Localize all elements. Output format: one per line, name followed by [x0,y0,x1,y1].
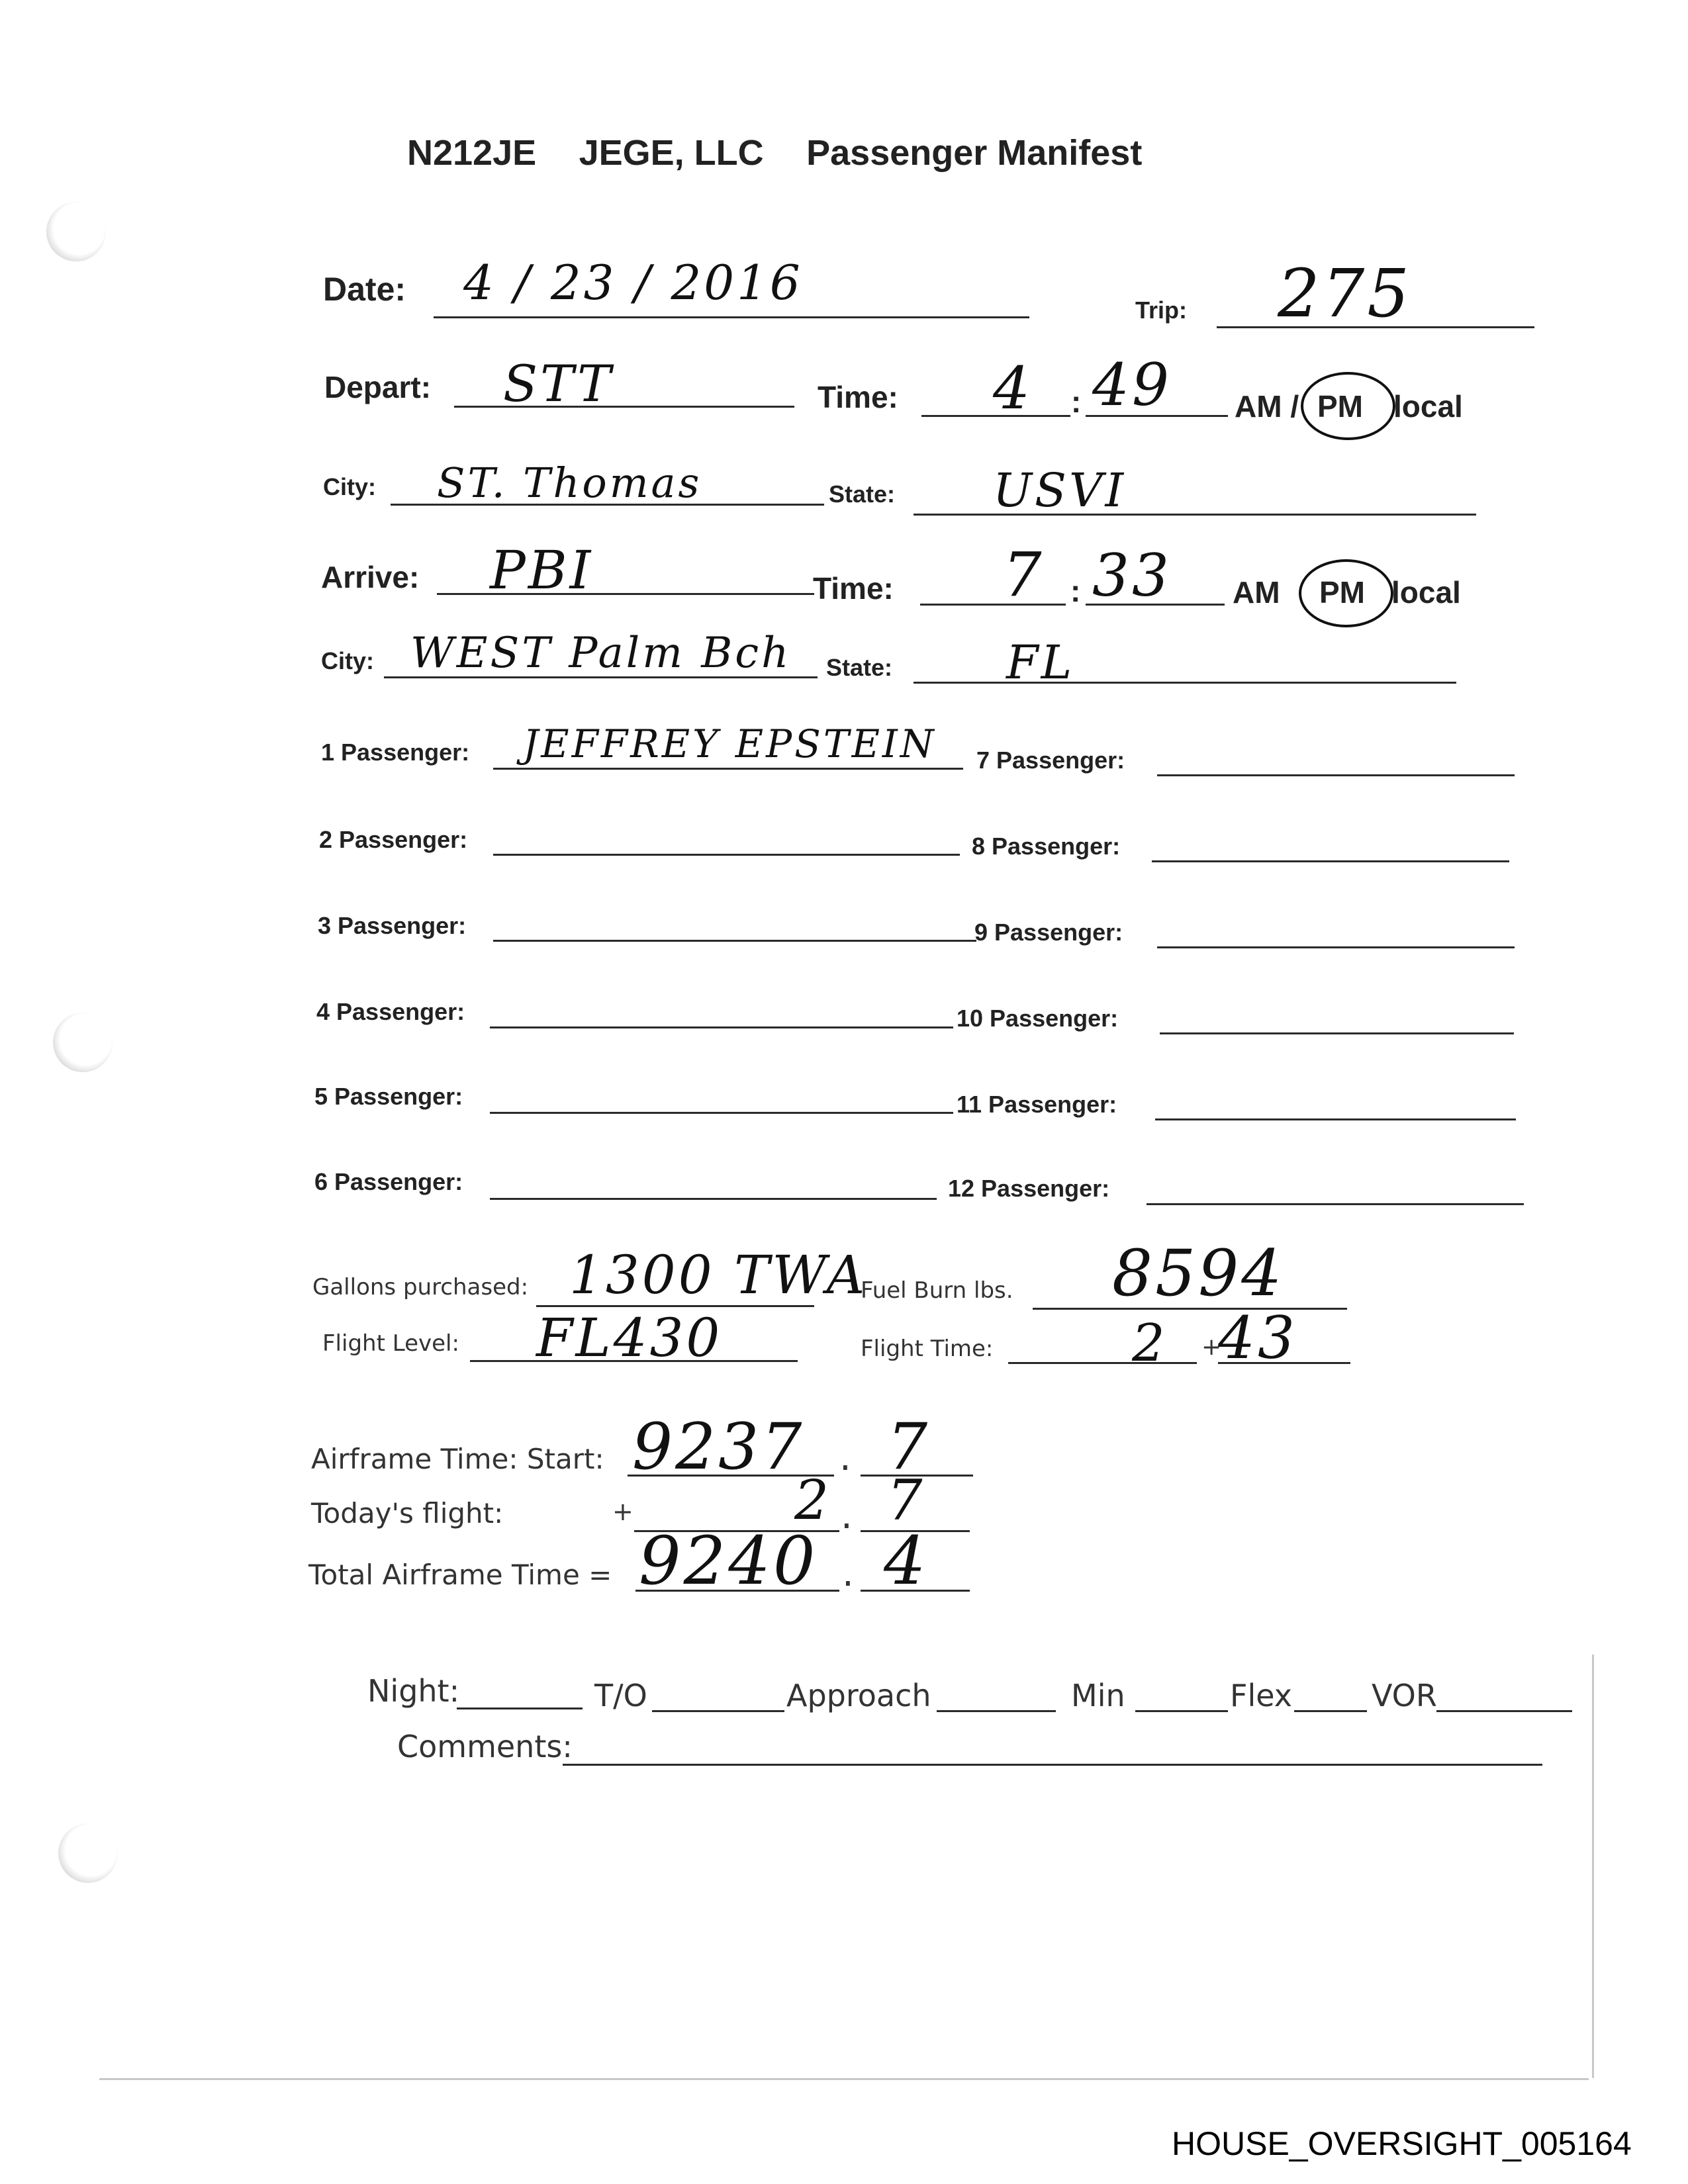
depart-city[interactable]: ST. Thomas [437,459,702,507]
arrive-state-label: State: [826,654,893,681]
flight-time-minutes[interactable]: 43 [1218,1304,1297,1372]
min-label: Min [1071,1678,1125,1713]
arrive-state-line [914,682,1456,684]
arrive-time-colon: : [1070,574,1081,608]
tail-number: N212JE [407,133,537,173]
passenger-2-label: 2 Passenger: [319,826,468,853]
passenger-10-label: 10 Passenger: [957,1005,1119,1032]
arrive-local: local [1391,575,1461,610]
passenger-4-line [490,1026,953,1028]
date-line [434,316,1029,318]
passenger-6-line [490,1198,937,1200]
takeoff-label: T/O [594,1678,647,1713]
flex-label: Flex [1230,1678,1292,1713]
passenger-5-label: 5 Passenger: [314,1083,463,1110]
company-name: JEGE, LLC [579,133,764,173]
passenger-1-label: 1 Passenger: [321,739,470,766]
passenger-5-line [490,1112,953,1114]
passenger-12-line [1147,1203,1524,1205]
depart-state[interactable]: USVI [993,463,1127,518]
passenger-12-label: 12 Passenger: [948,1175,1110,1202]
airframe-start-tenth[interactable]: 7 [887,1410,931,1484]
document-title: Passenger Manifest [806,133,1143,173]
fuel-burn-label: Fuel Burn lbs. [861,1277,1013,1304]
arrive-value[interactable]: PBI [490,539,594,601]
flight-level-value[interactable]: FL430 [536,1307,723,1369]
arrive-label: Arrive: [321,560,420,594]
depart-pm[interactable]: PM [1317,389,1363,424]
todays-flight-decimal: . [841,1494,853,1537]
arrive-city[interactable]: WEST Palm Bch [410,629,792,678]
scan-bottom-edge [99,2078,1589,2080]
passenger-4-label: 4 Passenger: [316,998,465,1025]
passenger-1-name[interactable]: JEFFREY EPSTEIN [523,721,937,766]
passenger-11-line [1155,1118,1516,1120]
gallons-label: Gallons purchased: [312,1274,529,1300]
comments-label: Comments: [397,1729,573,1764]
flight-time-hours-line [1008,1362,1197,1364]
passenger-7-label: 7 Passenger: [976,747,1125,774]
depart-label: Depart: [324,370,432,404]
trip-value[interactable]: 275 [1278,255,1412,332]
airframe-start-decimal: . [839,1436,851,1479]
depart-hour[interactable]: 4 [993,354,1033,422]
scan-right-edge [1592,1655,1594,2078]
passenger-2-line [493,854,960,856]
airframe-start-whole[interactable]: 9237 [632,1410,805,1484]
depart-time-label: Time: [818,380,898,414]
passenger-9-label: 9 Passenger: [974,919,1123,946]
depart-local: local [1393,389,1463,424]
passenger-8-line [1152,860,1509,862]
approach-label: Approach [786,1678,931,1713]
depart-minute[interactable]: 49 [1092,351,1172,419]
bates-number: HOUSE_OVERSIGHT_005164 [1172,2125,1632,2162]
fuel-burn-value[interactable]: 8594 [1112,1236,1285,1310]
depart-state-label: State: [829,480,896,508]
arrive-hour[interactable]: 7 [1003,539,1045,610]
comments-line[interactable] [563,1764,1542,1766]
night-line [457,1707,583,1709]
passenger-8-label: 8 Passenger: [972,833,1121,860]
binder-hole-bottom [58,1823,118,1883]
flex-line [1294,1710,1367,1712]
min-line [1135,1710,1228,1712]
flight-time-hours[interactable]: 2 [1132,1314,1168,1373]
flight-time-separator: + [1201,1334,1222,1361]
vor-line [1436,1710,1572,1712]
arrive-time-label: Time: [813,571,894,606]
trip-label: Trip: [1135,296,1187,324]
binder-hole-top [46,202,106,261]
todays-flight-label: Today's flight: [311,1497,504,1529]
depart-city-label: City: [323,473,376,500]
manifest-header [407,132,1142,173]
depart-am[interactable]: AM / [1235,389,1299,424]
total-airframe-decimal: . [842,1552,854,1595]
flight-level-label: Flight Level: [322,1330,459,1357]
depart-value[interactable]: STT [503,354,614,413]
passenger-1-line [493,768,963,770]
night-label: Night: [367,1673,460,1709]
airframe-start-label: Airframe Time: Start: [311,1443,604,1475]
gallons-value[interactable]: 1300 TWA [569,1244,868,1306]
todays-flight-operator: + [612,1497,633,1526]
passenger-3-line [493,940,976,942]
vor-label: VOR [1372,1678,1437,1713]
passenger-3-label: 3 Passenger: [318,912,467,939]
arrive-minute[interactable]: 33 [1092,541,1172,610]
passenger-10-line [1160,1032,1514,1034]
passenger-9-line [1157,946,1515,948]
date-value[interactable]: 4 / 23 / 2016 [463,255,803,310]
total-airframe-tenth[interactable]: 4 [884,1522,929,1600]
todays-flight-tenth[interactable]: 7 [887,1468,925,1533]
total-airframe-label: Total Airframe Time = [308,1559,612,1591]
total-airframe-whole[interactable]: 9240 [639,1522,818,1600]
approach-line [937,1710,1056,1712]
flight-time-label: Flight Time: [861,1336,994,1362]
arrive-am[interactable]: AM [1233,575,1280,610]
arrive-city-label: City: [321,647,374,674]
passenger-6-label: 6 Passenger: [314,1168,463,1195]
binder-hole-middle [53,1013,113,1072]
passenger-7-line [1157,774,1515,776]
takeoff-line [652,1710,784,1712]
todays-flight-whole[interactable]: 2 [794,1469,832,1532]
passenger-11-label: 11 Passenger: [957,1091,1117,1118]
arrive-pm[interactable]: PM [1319,575,1365,610]
depart-time-colon: : [1071,385,1082,419]
date-label: Date: [323,271,406,308]
arrive-state[interactable]: FL [1006,635,1075,690]
